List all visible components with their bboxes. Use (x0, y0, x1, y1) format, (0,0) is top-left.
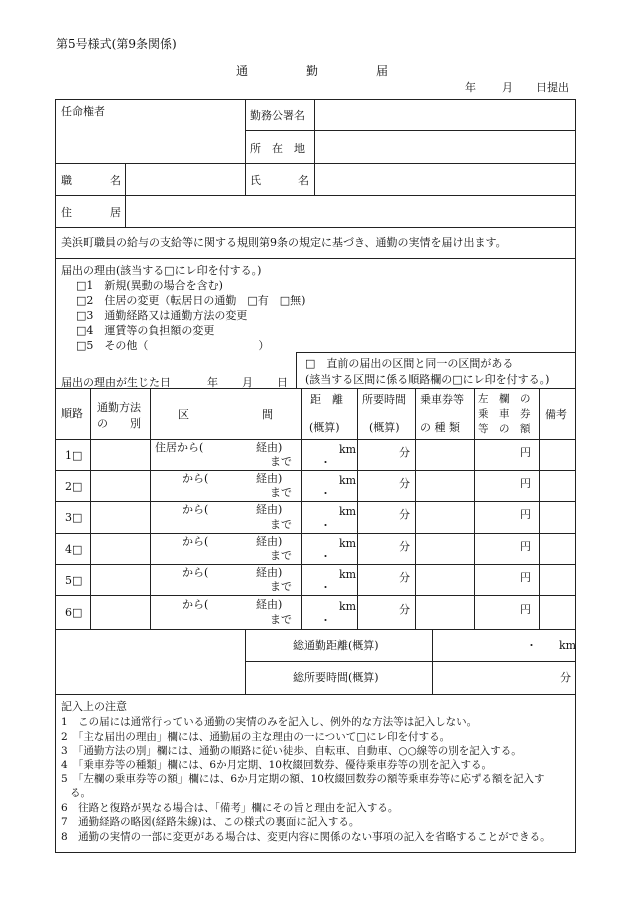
row-6-km: km (339, 600, 357, 613)
header-distance-2: (概算) (309, 421, 340, 434)
header-section-1: 区 (178, 408, 189, 421)
location-field[interactable] (314, 131, 576, 163)
row-5-km: km (339, 568, 357, 581)
appointer-office-name-value[interactable] (314, 99, 576, 131)
reason-option-3[interactable]: □3 通勤経路又は通勤方法の変更 (76, 309, 248, 322)
row-6-to: まで (270, 613, 292, 626)
note-item: 2 「主な届出の理由」欄には、通勤届の主な理由の一について□にレ印を付する。 (61, 731, 451, 743)
declaration-text: 美浜町職員の給与の支給等に関する規則第9条の規定に基づき、通勤の実情を届け出ます。 (61, 236, 507, 249)
note-item: る。 (70, 787, 91, 799)
submit-day: 日提出 (536, 81, 569, 94)
submit-month: 月 (502, 81, 513, 94)
residence-label-2: 居 (110, 206, 121, 219)
note-item: 1 この届には通常行っている通勤の実情のみを記入し、例外的な方法等は記入しない。 (61, 716, 478, 728)
title-char-3: 届 (376, 64, 389, 78)
submit-year: 年 (465, 81, 476, 94)
appointer-label: 任命権者 (61, 105, 105, 118)
header-ticket-amount-3: 等 の 額 (478, 423, 531, 435)
reason-option-4[interactable]: □4 運賃等の負担額の変更 (76, 324, 215, 337)
row-6-dot: ・ (320, 614, 331, 627)
office-name-label: 勤務公署名 (250, 109, 305, 122)
reason-heading: 届出の理由(該当する□にレ印を付する。) (61, 264, 262, 277)
row-4-km: km (339, 537, 357, 550)
reason-date-label: 届出の理由が生じた日 (61, 376, 171, 389)
row-1-order[interactable]: 1□ (65, 449, 83, 462)
position-label-2: 名 (110, 174, 121, 187)
row-3-dot: ・ (320, 519, 331, 532)
row-1-min: 分 (399, 446, 410, 459)
position-label-1: 職 (61, 174, 72, 187)
row-6-order[interactable]: 6□ (65, 606, 83, 619)
name-label-2: 名 (298, 174, 309, 187)
header-section-2: 間 (262, 408, 273, 421)
header-ticket-amount-2: 乗 車 券 (478, 408, 531, 420)
row-3-min: 分 (399, 508, 410, 521)
row-4-via: 経由) (256, 535, 283, 548)
row-3-via: 経由) (256, 503, 283, 516)
total-time-label: 総所要時間(概算) (293, 671, 379, 684)
row-4-yen: 円 (520, 540, 531, 553)
row-1-via: 経由) (256, 441, 283, 454)
row-2-yen: 円 (520, 477, 531, 490)
notes-heading: 記入上の注意 (61, 700, 127, 713)
row-6-via: 経由) (256, 598, 283, 611)
row-4-dot: ・ (320, 550, 331, 563)
row-2-km: km (339, 474, 357, 487)
header-ticket-type-1: 乗車券等 (420, 393, 464, 406)
total-distance-label: 総通勤距離(概算) (293, 639, 379, 652)
reason-option-2[interactable]: □2 住居の変更（転居日の通勤 □有 □無) (76, 294, 306, 307)
reason-option-5[interactable]: □5 その他（ ） (76, 339, 270, 352)
header-remarks: 備考 (545, 408, 567, 421)
header-ticket-type-2: の 種 類 (420, 421, 460, 434)
residence-field[interactable] (125, 195, 576, 227)
row-2-from: から( (182, 472, 209, 485)
reason-date-month: 月 (242, 376, 253, 389)
row-6-from: から( (182, 598, 209, 611)
row-1-dot: ・ (320, 456, 331, 469)
name-field[interactable] (314, 163, 576, 195)
total-distance-dot: ・ (526, 639, 537, 652)
row-5-min: 分 (399, 571, 410, 584)
row-4-from: から( (182, 535, 209, 548)
row-5-from: から( (182, 566, 209, 579)
header-method-2: の 別 (97, 417, 141, 430)
note-item: 6 往路と復路が異なる場合は、「備考」欄にその旨と理由を記入する。 (61, 802, 399, 814)
note-item: 4 「乗車券等の種類」欄には、6か月定期、10枚綴回数券、優待乗車券等の別を記入する。 (61, 759, 492, 771)
note-item: 7 通勤経路の略図(経路朱線)は、この様式の裏面に記入する。 (61, 816, 360, 828)
row-3-to: まで (270, 518, 292, 531)
row-5-yen: 円 (520, 571, 531, 584)
row-1-to: まで (270, 455, 292, 468)
row-2-order[interactable]: 2□ (65, 480, 83, 493)
same-route-checkbox[interactable]: □ 直前の届出の区間と同一の区間がある (305, 357, 514, 370)
row-3-from: から( (182, 503, 209, 516)
row-6-yen: 円 (520, 603, 531, 616)
row-1-yen: 円 (520, 446, 531, 459)
position-field[interactable] (125, 163, 245, 195)
total-distance-unit: km (559, 639, 577, 652)
row-2-min: 分 (399, 477, 410, 490)
form-number: 第5号様式(第9条関係) (56, 37, 177, 51)
row-3-km: km (339, 505, 357, 518)
same-route-note: (該当する区間に係る順路欄の□にレ印を付する。) (305, 373, 550, 386)
header-method-1: 通勤方法 (97, 401, 141, 414)
header-time-1: 所要時間 (362, 393, 406, 406)
header-distance-1: 距 離 (310, 393, 343, 406)
name-label-1: 氏 (250, 174, 261, 187)
total-time-unit: 分 (560, 671, 571, 684)
row-2-dot: ・ (320, 487, 331, 500)
reason-date-day: 日 (277, 376, 288, 389)
row-6-min: 分 (399, 603, 410, 616)
title-char-2: 勤 (306, 64, 319, 78)
row-1-from: 住居から( (155, 441, 204, 454)
row-4-order[interactable]: 4□ (65, 543, 83, 556)
reason-date-year: 年 (207, 376, 218, 389)
header-ticket-amount-1: 左 欄 の (478, 393, 531, 405)
header-time-2: (概算) (369, 421, 400, 434)
row-5-to: まで (270, 580, 292, 593)
header-order: 順路 (61, 407, 83, 420)
note-item: 8 通勤の実情の一部に変更がある場合は、変更内容に関係のない事項の記入を省略することができる。 (61, 831, 551, 843)
reason-option-1[interactable]: □1 新規(異動の場合を含む) (76, 279, 223, 292)
row-5-via: 経由) (256, 566, 283, 579)
row-1-km: km (339, 443, 357, 456)
row-5-dot: ・ (320, 581, 331, 594)
row-2-via: 経由) (256, 472, 283, 485)
note-item: 5 「左欄の乗車券等の額」欄には、6か月定期の額、10枚綴回数券の額等乗車券等に応ずる額を記入す (61, 773, 545, 785)
row-3-order[interactable]: 3□ (65, 511, 83, 524)
residence-label-1: 住 (61, 206, 72, 219)
row-4-min: 分 (399, 540, 410, 553)
row-3-yen: 円 (520, 508, 531, 521)
row-2-to: まで (270, 486, 292, 499)
title-char-1: 通 (236, 64, 249, 78)
row-4-to: まで (270, 549, 292, 562)
note-item: 3 「通勤方法の別」欄には、通勤の順路に従い徒歩、自転車、自動車、○○線等の別を記入する。 (61, 745, 522, 757)
row-5-order[interactable]: 5□ (65, 574, 83, 587)
location-label: 所 在 地 (250, 142, 305, 155)
